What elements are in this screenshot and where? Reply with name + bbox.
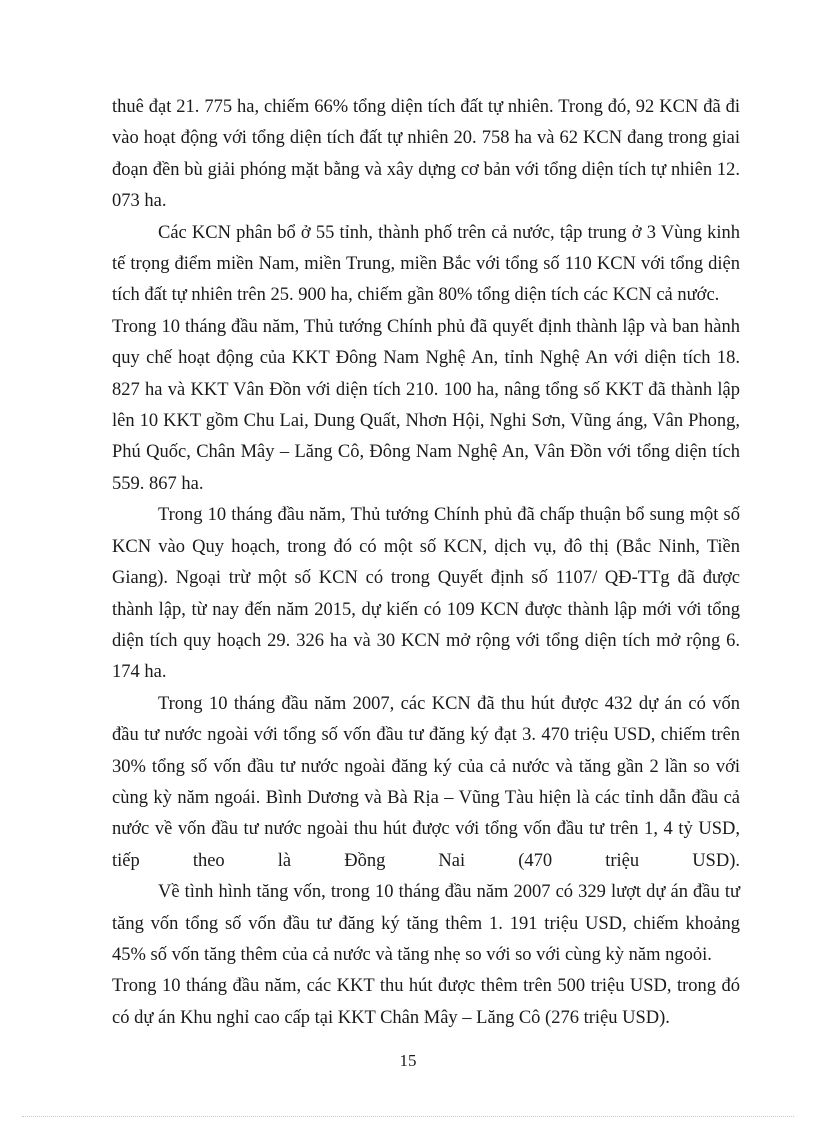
paragraph-kcn-distribution: Các KCN phân bổ ở 55 tỉnh, thành phố trên cả nước, tập trung ở 3 Vùng kinh tế trọng điểm miền Nam, miền Trung, miền Bắc với tổng số 110 KCN với tổng diện tích đất tự nhiên trên 25. 900 ha, chiếm gần 80% tổng diện tích các KCN cả nước. bbox=[112, 222, 740, 306]
paragraph-kkt-establishment: Trong 10 tháng đầu năm, Thủ tướng Chính phủ đã quyết định thành lập và ban hành quy chế hoạt động của KKT Đông Nam Nghệ An, tỉnh Nghệ An với diện tích 18. 827 ha và KKT Vân Đồn với diện tích 210. 100 ha, nâng tổng số KKT đã thành lập lên 10 KKT gồm Chu Lai, Dung Quất, Nhơn Hội, Nghi Sơn, Vũng áng, Vân Phong, Phú Quốc, Chân Mây – Lăng Cô, Đông Nam Nghệ An, Vân Đồn với tổng diện tích 559. 867 ha. bbox=[112, 316, 740, 494]
paragraph-kcn-planning: Trong 10 tháng đầu năm, Thủ tướng Chính phủ đã chấp thuận bổ sung một số KCN vào Quy hoạch, trong đó có một số KCN, dịch vụ, đô thị (Bắc Ninh, Tiền Giang). Ngoại trừ một số KCN có trong Quyết định số 1107/ QĐ-TTg đã được thành lập, từ nay đến năm 2015, dự kiến có 109 KCN được thành lập mới với tổng diện tích quy hoạch 29. 326 ha và 30 KCN mở rộng với tổng diện tích mở rộng 6. 174 ha. bbox=[112, 505, 740, 683]
paragraph-fdi-attraction: Trong 10 tháng đầu năm 2007, các KCN đã thu hút được 432 dự án có vốn đầu tư nước ngoài với tổng số vốn đầu tư đăng ký đạt 3. 470 triệu USD, chiếm trên 30% tổng số vốn đầu tư nước ngoài đăng ký của cả nước và tăng gần 2 lần so với cùng kỳ năm ngoái. Bình Dương và Bà Rịa – Vũng Tàu hiện là các tỉnh dẫn đầu cả nước về vốn đầu tư nước ngoài thu hút được với tổng vốn đầu tư trên 1, 4 tỷ USD, tiếp theo là Đồng Nai (470 triệu USD). bbox=[112, 693, 740, 871]
paragraph-land-area: thuê đạt 21. 775 ha, chiếm 66% tổng diện tích đất tự nhiên. Trong đó, 92 KCN đã đi vào hoạt động với tổng diện tích đất tự nhiên 20. 758 ha và 62 KCN đang trong giai đoạn đền bù giải phóng mặt bằng và xây dựng cơ bản với tổng diện tích tự nhiên 12. 073 ha. bbox=[112, 97, 740, 212]
footer-divider bbox=[22, 1116, 794, 1117]
page-number: 15 bbox=[399, 1051, 417, 1070]
document-body bbox=[112, 92, 740, 1034]
paragraph-kkt-investment: Trong 10 tháng đầu năm, các KKT thu hút được thêm trên 500 triệu USD, trong đó có dự án Khu nghỉ cao cấp tại KKT Chân Mây – Lăng Cô (276 triệu USD). bbox=[112, 976, 740, 1028]
paragraph-capital-increase: Về tình hình tăng vốn, trong 10 tháng đầu năm 2007 có 329 lượt dự án đầu tư tăng vốn tổng số vốn đầu tư đăng ký tăng thêm 1. 191 triệu USD, chiếm khoảng 45% số vốn tăng thêm của cả nước và tăng nhẹ so với so với cùng kỳ năm ngoỏi. bbox=[112, 882, 740, 965]
